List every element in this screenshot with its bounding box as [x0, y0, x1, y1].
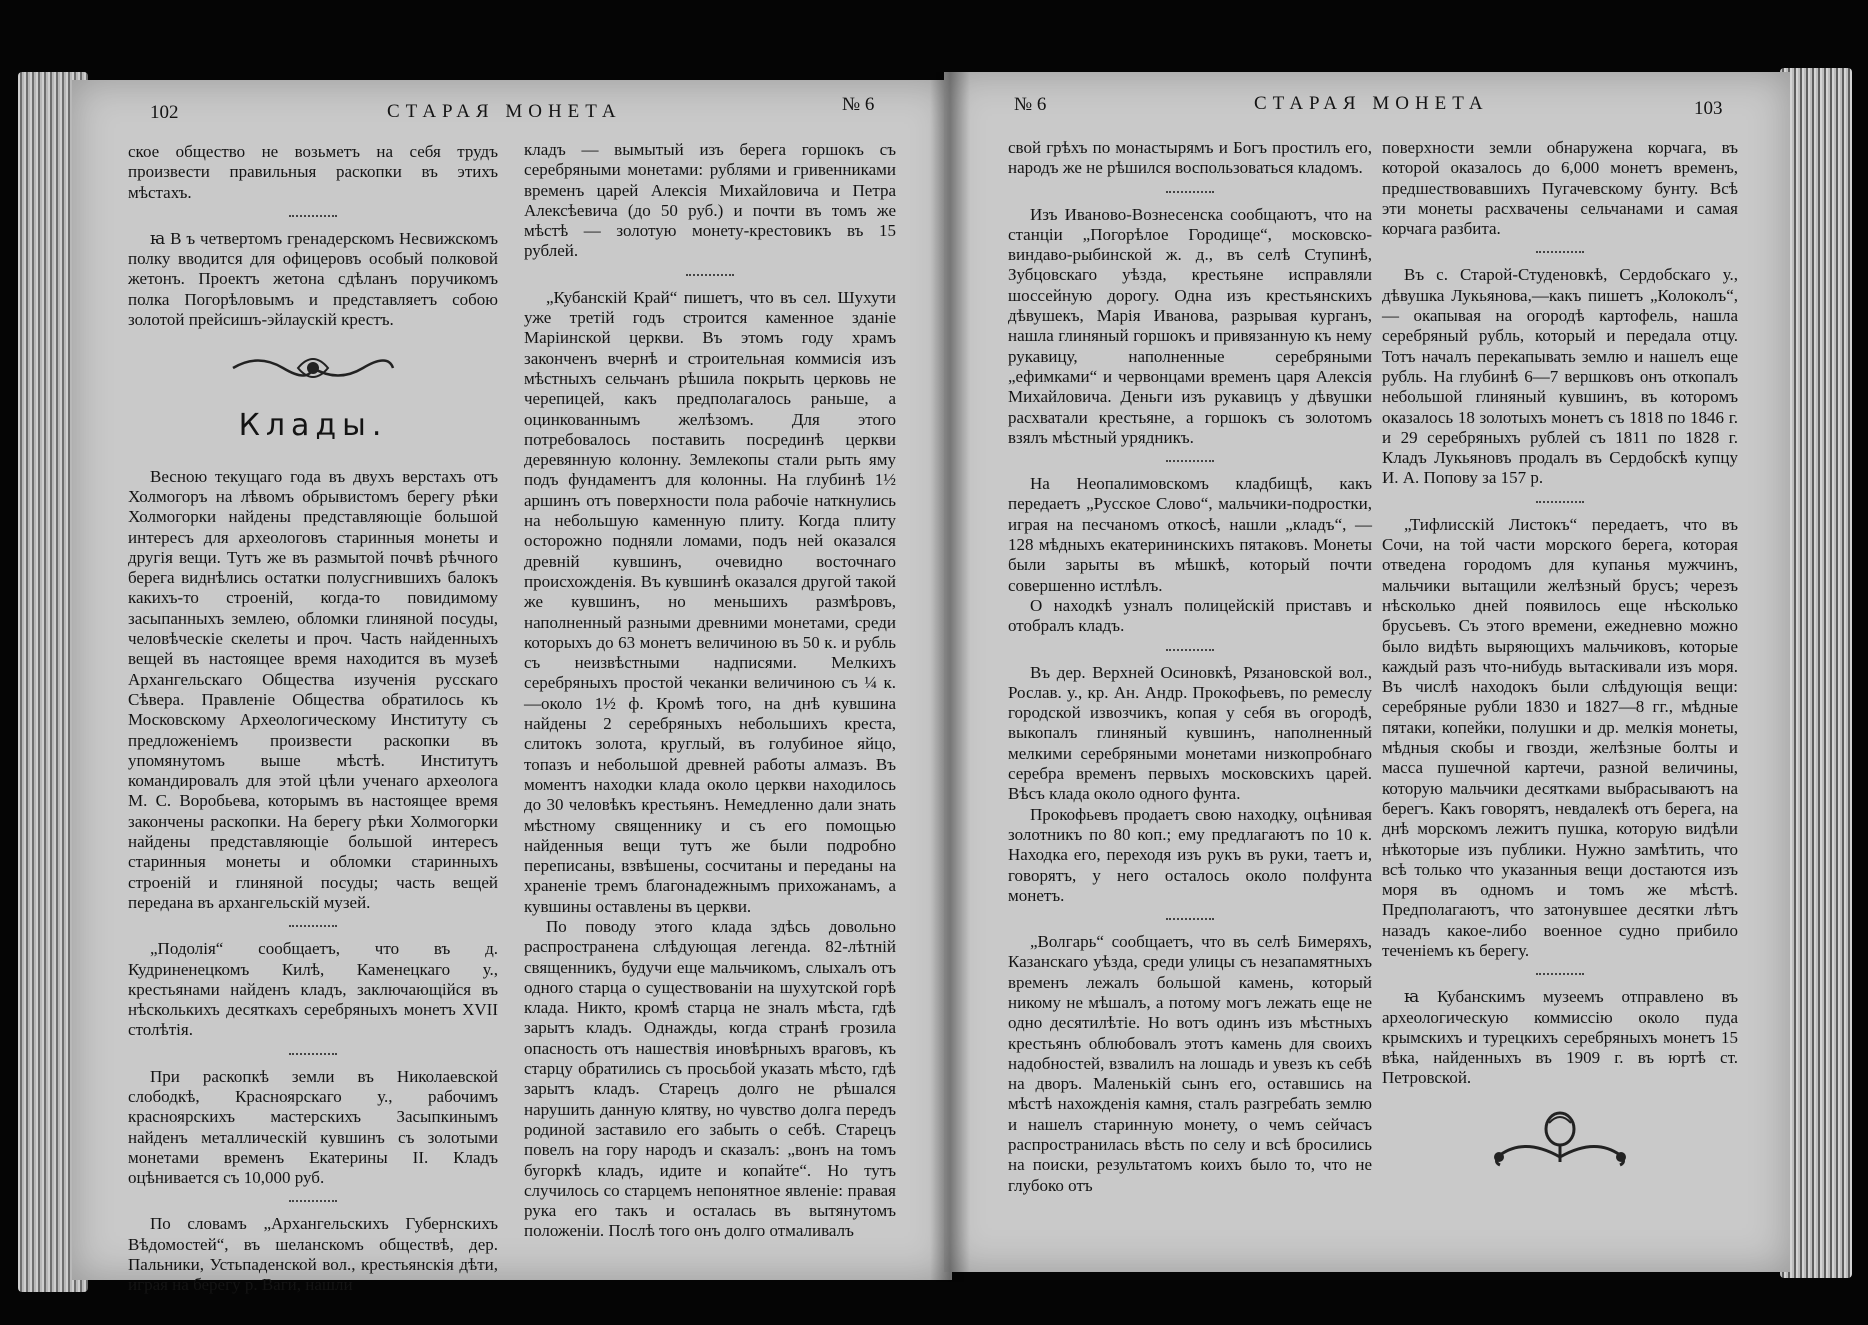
paragraph: На Неопалимовскомъ кладбищѣ, какъ передаетъ „Русское Слово“, мальчики-подростки, играя на песчаномъ откосѣ, нашли „кладъ“, — 128 мѣдныхъ екатерининскихъ пятаковъ. Монеты были зарыты въ мѣшкѣ, который почти совершенно истлѣлъ. [1008, 474, 1372, 595]
paragraph: По словамъ „Архангельскихъ Губернскихъ Вѣдомостей“, въ шеланскомъ обществѣ, дер. Пальники, Устьпаденской вол., крестьянскія дѣти, играя на берегу р. Ваги, нашли [128, 1214, 498, 1295]
separator [1166, 191, 1214, 193]
paragraph: „Подолія“ сообщаетъ, что въ д. Кудриненецкомъ Килѣ, Каменецкаго у., крестьянами найденъ кладъ, заключающійся въ нѣсколькихъ десяткахъ серебряныхъ монетъ XVII столѣтія. [128, 939, 498, 1040]
paragraph: свой грѣхъ по монастырямъ и Богъ простилъ его, народъ же не рѣшился воспользоваться кладомъ. [1008, 138, 1372, 178]
right-page-column-1 [1008, 138, 1372, 1196]
left-page [72, 80, 952, 1295]
paragraph: Въ с. Старой-Студеновкѣ, Сердобскаго у., дѣвушка Лукьянова,—какъ пишетъ „Колоколъ“, — окапывая на огородѣ картофель, нашла серебряный рубль, который и передала отцу. Тотъ началъ перекапывать землю и нашелъ еще рубль. На глубинѣ 6—7 вершковъ онъ откопалъ небольшой глиняный кувшинъ, въ которомъ оказалось 18 золотыхъ монетъ съ 1818 по 1846 г. и 29 серебряныхъ рублей съ 1811 по 1828 г. Кладъ Лукьяновъ продалъ въ Сердобскѣ купцу И. А. Попову за 157 р. [1382, 265, 1738, 488]
left-page-column-2 [524, 140, 896, 1242]
separator [1536, 251, 1584, 253]
separator [289, 925, 337, 927]
ornament-flower-icon [1485, 1107, 1635, 1177]
paragraph: При раскопкѣ земли въ Николаевской слободкѣ, Красноярскаго у., рабочимъ красноярскихъ мастерскихъ Засыпкинымъ найденъ металлическій кувшинъ съ золотыми монетами временъ Екатерины II. Кладъ оцѣнивается съ 10,000 руб. [128, 1066, 498, 1188]
paragraph: „Тифлисскій Листокъ“ передаетъ, что въ Сочи, на той части морского берега, которая отведена городомъ для купанья мужчинъ, мальчики вытащили желѣзный брусъ; черезъ нѣсколько дней появилось еще нѣсколько брусьевъ. Съ этого времени, ежедневно можно было видѣть выряющихъ мальчиковъ, которые каждый разъ что-нибудь вытаскивали изъ моря. Въ числѣ находокъ были слѣдующія вещи: серебряные рубли 1830 и 1827—8 гг., мѣдные пятаки, копейки, полушки и др. мелкія монеты, мѣдныя скобы и гвозди, желѣзные болты и масса пушечной картечи, разной величины, которую мальчики десятками выбрасываютъ на берегъ. Какъ говорятъ, невдалекѣ отъ берега, на днѣ морскомъ лежитъ пушка, которую видѣли нѣкоторые изъ публики. Нужно замѣтить, что всѣ только что указанныя вещи достаются изъ моря въ одномъ и томъ же мѣстѣ. Предполагаютъ, что затонувшее десятки лѣтъ назадъ какое-либо военное судно прибило теченіемъ къ берегу. [1382, 514, 1738, 960]
journal-title: СТАРАЯ МОНЕТА [1254, 93, 1489, 114]
paragraph: кладъ — вымытый изъ берега горшокъ съ серебряными монетами: рублями и гривенниками временъ царей Алексія Михайловича и Петра Алексѣевича (до 50 руб.) и почти въ томъ же мѣстѣ — золотую монету-крестовикъ въ 15 рублей. [524, 140, 896, 261]
page-number-left: 102 [150, 102, 179, 123]
section-heading-klady: Клады. [238, 408, 388, 444]
separator [289, 1053, 337, 1055]
right-page [944, 72, 1790, 1272]
issue-number-left: № 6 [842, 94, 875, 115]
paragraph: поверхности земли обнаружена корчага, въ которой оказалось до 6,000 монетъ временъ, предшествовавшихъ Пугачевскому бунту. Всѣ эти монеты расхвачены сельчанами и самая корчага разбита. [1382, 138, 1738, 239]
ornament-flourish-icon [228, 348, 398, 388]
separator [289, 215, 337, 217]
right-page-column-2 [1382, 138, 1738, 1193]
paragraph: ское общество не возьметъ на себя трудъ произвести правильныя раскопки въ этихъ мѣстахъ. [128, 142, 498, 202]
separator [1166, 649, 1214, 651]
separator [1536, 501, 1584, 503]
paragraph: ꙗ Кубанскимъ музеемъ отправлено въ археологическую коммиссію около пуда крымскихъ и турецкихъ серебряныхъ монетъ 15 вѣка, найденныхъ въ 1909 г. въ юртѣ ст. Петровской. [1382, 987, 1738, 1088]
running-title-right [1254, 84, 1489, 124]
separator [1166, 918, 1214, 920]
paragraph: „Кубанскій Край“ пишетъ, что въ сел. Шухути уже третій годъ строится каменное зданіе Маріинской церкви. Въ этомъ году храмъ законченъ вчернѣ и строительная коммисія изъ мѣстныхъ сельчанъ рѣшила покрыть церковь не черепицей, какъ предполагалось раньше, а оцинкованнымъ желѣзомъ. Для этого потребовалось поставить посрединѣ церкви деревянную колонну. Землекопы стали рыть яму подъ фундаментъ для колонны. На глубинѣ 1½ аршинъ отъ поверхности пола рабочіе наткнулись на небольшую каменную плиту. Когда плиту осторожно подняли ломами, подъ ней оказался древній кувшинъ, очевидно восточнаго происхожденія. Въ кувшинѣ оказался другой такой же кувшинъ, но меньшихъ размѣровъ, наполненный разными древними монетами, среди которыхъ до 63 монетъ величиною въ 50 к. и рубль съ неизвѣстными надписями. Мелкихъ серебряныхъ простой чеканки величиною съ ¼ к.—около 1½ ф. Кромѣ того, на днѣ кувшина найдены 2 серебряныхъ небольшихъ креста, слитокъ золота, круглый, въ голубиное яйцо, топазъ и небольшой древней работы алмазъ. Въ моментъ находки клада около церкви находилось до 30 человѣкъ крестьянъ. Немедленно дали знать мѣстному священнику и съ его помощью найденныя вещи тутъ же были подробно переписаны, взвѣшены, сосчитаны и переданы на храненіе тремъ благонадежнымъ прихожанамъ, а кувшины оставлены въ церкви. [524, 287, 896, 916]
journal-title: СТАРАЯ МОНЕТА [387, 101, 622, 122]
right-page-edges [1780, 68, 1852, 1278]
paragraph: Весною текущаго года въ двухъ верстахъ отъ Холмогоръ на лѣвомъ обрывистомъ берегу рѣки Холмогорки найдены представляющіе большой интересъ для археологовъ старинныя монеты и другія вещи. Тутъ же въ размытой почвѣ рѣчного берега виднѣлись остатки полусгнившихъ балокъ какихъ-то строеній, когда-то повидимому засыпанныхъ землею, обломки глиняной посуды, человѣческіе скелеты и проч. Часть найденныхъ вещей въ настоящее время находится въ музеѣ Архангельскаго Общества изученія русскаго Сѣвера. Правленіе Общества обратилось къ Московскому Археологическому Институту съ предложеніемъ произвести раскопки въ упомянутомъ выше мѣстѣ. Институтъ командировалъ для этой цѣли ученаго археолога М. С. Воробьева, которымъ въ настоящее время закончены раскопки. На берегу рѣки Холмогорки найдены представляющіе большой интересъ старинныя монеты и обломки старинныхъ строеній и глиняной посуды; часть вещей передана въ архангельскій музей. [128, 466, 498, 912]
separator [1536, 973, 1584, 975]
paragraph: Въ дер. Верхней Осиновкѣ, Рязановской вол., Рослав. у., кр. Ан. Андр. Прокофьевъ, по ремеслу городской извозчикъ, копая у себя въ огородѣ, выкопалъ глиняный кувшинъ, наполненный мелкими серебряными монетами низкопробнаго серебра временъ первыхъ московскихъ царей. Вѣсъ клада около одного фунта. [1008, 662, 1372, 804]
paragraph: ꙗ В ъ четвертомъ гренадерскомъ Несвижскомъ полку вводится для офицеровъ особый полковой жетонъ. Проектъ жетона сдѣланъ поручикомъ полка Погорѣловымъ и представляетъ собою золотой прейсишъ-эйлаускій крестъ. [128, 228, 498, 330]
paragraph: По поводу этого клада здѣсь довольно распространена слѣдующая легенда. 82-лѣтній священникъ, будучи еще мальчикомъ, слыхалъ отъ одного старца о существованіи на шухутской горѣ клада. Никто, кромѣ старца не зналъ мѣста, гдѣ зарытъ кладъ. Однажды, когда странѣ грозила опасность отъ нашествія иновѣрныхъ враговъ, къ старцу обратились съ просьбой указать мѣсто, гдѣ зарытъ кладъ. Старецъ долго не рѣшался нарушить данную клятву, но чувство долга передъ родиной заставило его забыть о себѣ. Старецъ повелъ на гору народъ и сказалъ: „вонъ на томъ бугоркѣ кладъ, идите и копайте“. Но тутъ случилось со старцемъ непонятное явленіе: правая рука его такъ и осталась въ вытянутомъ положеніи. Послѣ того онъ долго отмаливалъ [524, 916, 896, 1241]
left-page-column-1 [128, 142, 498, 1296]
paragraph: Прокофьевъ продаетъ свою находку, оцѣнивая золотникъ по 80 коп.; ему предлагаютъ по 10 к. Находка его, переходя изъ рукъ въ руки, таетъ и, говорятъ, у него осталось около полфунта монетъ. [1008, 804, 1372, 905]
running-title-left [387, 92, 622, 132]
paragraph: О находкѣ узналъ полицейскій приставъ и отобралъ кладъ. [1008, 595, 1372, 636]
issue-number-right: № 6 [1014, 94, 1047, 115]
paragraph: Изъ Иваново-Вознесенска сообщаютъ, что на станціи „Погорѣлое Городище“, московско-виндаво-рыбинской ж. д., въ селѣ Ступинѣ, Зубцовскаго уѣзда, крестьяне исправляли шоссейную дорогу. Одна изъ крестьянскихъ дѣвушекъ, Марія Иванова, разрывая курганъ, нашла глиняный горшокъ и привязанную къ нему рукавицу, наполненные серебряными „ефимками“ и червонцами временъ царя Алексія Михайловича. Деньги изъ рукавицъ у дѣвушки расхватали крестьяне, а горшокъ съ золотомъ взялъ мѣстный урядникъ. [1008, 204, 1372, 447]
book-gutter [930, 72, 970, 1282]
page-number-right: 103 [1694, 98, 1723, 119]
paragraph: „Волгарь“ сообщаетъ, что въ селѣ Бимеряхъ, Казанскаго уѣзда, среди улицы съ незапамятныхъ временъ лежалъ большой камень, который никому не мѣшалъ, а потому могъ лежать еще не одно десятилѣтіе. Но вотъ одинъ изъ мѣстныхъ крестьянъ облюбовалъ этотъ камень для своихъ надобностей, взвалилъ на лошадь и увезъ къ себѣ на дворъ. Маленькій сынъ его, оставшись на мѣстѣ нахожденія камня, сталъ разгребать землю и нашелъ старинную монету, о чемъ сейчасъ распространилась вѣсть по селу и всѣ бросились на поиски, результатомъ коихъ было то, что не глубоко отъ [1008, 932, 1372, 1195]
separator [1166, 460, 1214, 462]
separator [686, 274, 734, 276]
separator [289, 1200, 337, 1202]
